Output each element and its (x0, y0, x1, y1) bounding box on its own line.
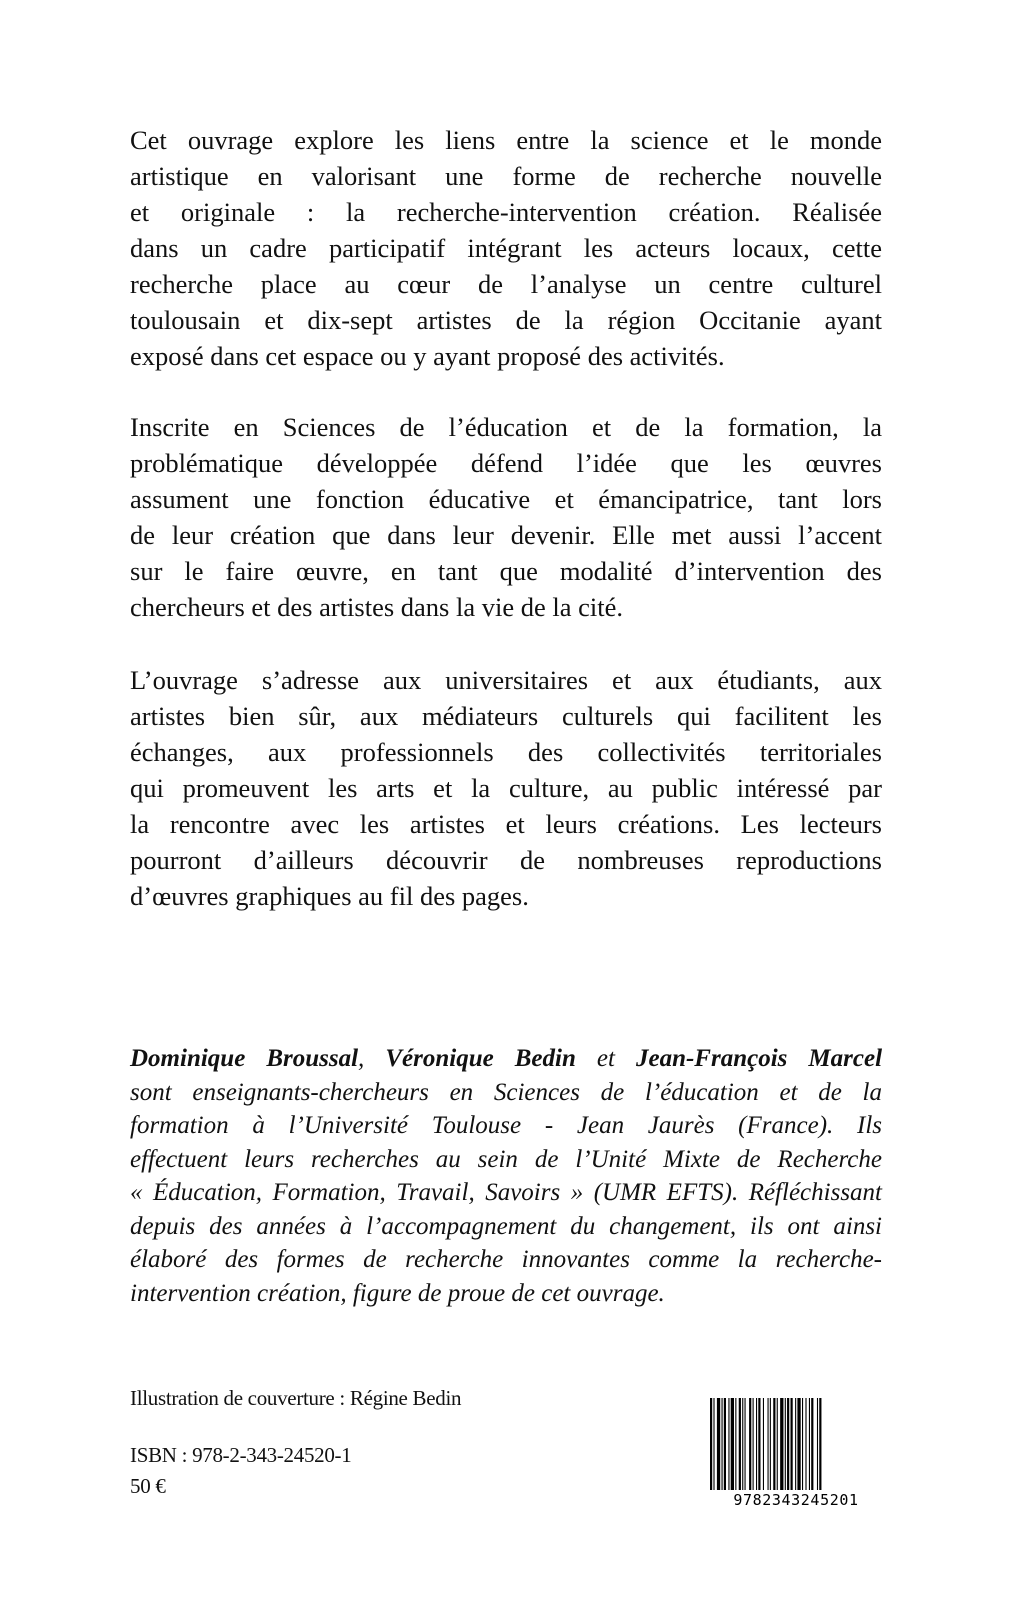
barcode-bar (728, 1398, 729, 1490)
barcode-bar (758, 1398, 760, 1490)
description-paragraph-1 (130, 122, 882, 374)
barcode-bar (739, 1398, 741, 1490)
barcode-bar (817, 1398, 818, 1490)
barcode-bar (717, 1398, 720, 1490)
separator: , (358, 1045, 386, 1072)
barcode-bar (756, 1398, 757, 1490)
text-line-content: recherche place au cœur de l’analyse un centre culturel (130, 269, 882, 299)
text-line (130, 338, 882, 374)
text-line (130, 409, 882, 445)
text-line (130, 878, 882, 914)
text-line-content: et originale : la recherche-intervention création. Réalisée (130, 197, 882, 227)
description-paragraph-2 (130, 409, 882, 625)
text-line (130, 266, 882, 302)
text-line (130, 230, 882, 266)
barcode-bar (731, 1398, 734, 1490)
text-line (130, 158, 882, 194)
text-line (130, 806, 882, 842)
barcode-bar (795, 1398, 796, 1490)
text-line-content: depuis des années à l’accompagnement du changement, ils ont ainsi (130, 1212, 882, 1240)
text-line (130, 1076, 882, 1110)
text-line-content: dans un cadre participatif intégrant les acteurs locaux, cette (130, 233, 882, 263)
barcode-bar (805, 1398, 806, 1490)
barcode-bar (745, 1398, 746, 1490)
text-line-content: pourront d’ailleurs découvrir de nombreuses reproductions (130, 845, 882, 875)
text-line (130, 770, 882, 806)
text-line-content: sont enseignants-chercheurs en Sciences de l’éducation et de la (130, 1078, 882, 1106)
text-line (130, 589, 882, 625)
text-line-content: de leur création que dans leur devenir. Elle met aussi l’accent (130, 520, 882, 550)
text-line (130, 1109, 882, 1143)
barcode-bar (819, 1398, 821, 1490)
cover-illustration-credit: Illustration de couverture : Régine Bedin (130, 1386, 462, 1410)
barcode-bar (768, 1398, 769, 1490)
text-line (130, 1243, 882, 1277)
barcode-bar (753, 1398, 754, 1490)
barcode-bar (802, 1398, 803, 1490)
text-line-content: Cet ouvrage explore les liens entre la science et le monde (130, 125, 882, 155)
text-line-content: L’ouvrage s’adresse aux universitaires et aux étudiants, aux (130, 665, 882, 695)
text-line (130, 698, 882, 734)
text-line (130, 302, 882, 338)
barcode-bar (785, 1398, 786, 1490)
text-line (130, 445, 882, 481)
barcode-bar (780, 1398, 783, 1490)
barcode-bar (763, 1398, 764, 1490)
barcode-bar (777, 1398, 778, 1490)
barcode-bar (770, 1398, 771, 1490)
authors-bio (130, 1042, 882, 1310)
text-line (130, 517, 882, 553)
text-line (130, 194, 882, 230)
text-line-content: qui promeuvent les arts et la culture, au public intéressé par (130, 773, 882, 803)
author-name: Jean-François Marcel (635, 1045, 883, 1072)
barcode-bar (722, 1398, 723, 1490)
text-line-content: chercheurs et des artistes dans la vie de la cité. (130, 592, 623, 622)
text-line (130, 1176, 882, 1210)
text-line-content: effectuent leurs recherches au sein de l’Unité Mixte de Recherche (130, 1145, 882, 1173)
author-name: Véronique Bedin (385, 1045, 576, 1072)
price: 50 € (130, 1474, 166, 1498)
text-line-content: artistique en valorisant une forme de recherche nouvelle (130, 161, 882, 191)
separator: et (575, 1045, 636, 1072)
description-paragraph-3 (130, 662, 882, 914)
text-line (130, 842, 882, 878)
text-line-content: assument une fonction éducative et émancipatrice, tant lors (130, 484, 882, 514)
text-line (130, 1210, 882, 1244)
barcode-bar (809, 1398, 810, 1490)
text-line-content: artistes bien sûr, aux médiateurs culturels qui facilitent les (130, 701, 882, 731)
text-line (130, 734, 882, 770)
text-line-content: la rencontre avec les artistes et leurs créations. Les lecteurs (130, 809, 882, 839)
text-line-content: Inscrite en Sciences de l’éducation et de la formation, la (130, 412, 882, 442)
barcode-bar (710, 1398, 712, 1490)
barcode-bar (787, 1398, 789, 1490)
text-line (130, 1277, 882, 1311)
text-line (130, 662, 882, 698)
barcode-bar (749, 1398, 751, 1490)
text-line-content: formation à l’Université Toulouse - Jean Jaurès (France). Ils (130, 1112, 882, 1139)
barcode-bar (742, 1398, 743, 1490)
text-line-content: élaboré des formes de recherche innovantes comme la recherche- (130, 1246, 882, 1273)
author-name: Dominique Broussal (130, 1045, 359, 1072)
isbn-barcode (706, 1396, 886, 1508)
text-line (130, 122, 882, 158)
text-line-content: toulousain et dix-sept artistes de la région Occitanie ayant (130, 305, 882, 335)
text-line-content: échanges, aux professionnels des collectivités territoriales (130, 737, 882, 767)
text-line (130, 1143, 882, 1177)
text-line-content: d’œuvres graphiques au fil des pages. (130, 881, 529, 911)
text-line (130, 553, 882, 589)
barcode-bar (713, 1398, 714, 1490)
text-line-content: exposé dans cet espace ou y ayant proposé des activités. (130, 341, 725, 371)
text-line-content: sur le faire œuvre, en tant que modalité d’intervention des (130, 556, 882, 586)
barcode-bar (773, 1398, 775, 1490)
text-line (130, 481, 882, 517)
barcode-bar (797, 1398, 800, 1490)
barcode-bar (811, 1398, 813, 1490)
isbn: ISBN : 978-2-343-24520-1 (130, 1443, 352, 1467)
text-line-content: problématique développée défend l’idée que les œuvres (130, 448, 882, 478)
barcode-bar (791, 1398, 793, 1490)
barcode-bar (724, 1398, 726, 1490)
text-line-content: « Éducation, Formation, Travail, Savoirs » (UMR EFTS). Réfléchissant (130, 1179, 882, 1206)
text-line-content: intervention création, figure de proue de cet ouvrage. (130, 1279, 665, 1307)
barcode-bar (735, 1398, 736, 1490)
barcode-digits: 9782343245201 (733, 1491, 859, 1508)
